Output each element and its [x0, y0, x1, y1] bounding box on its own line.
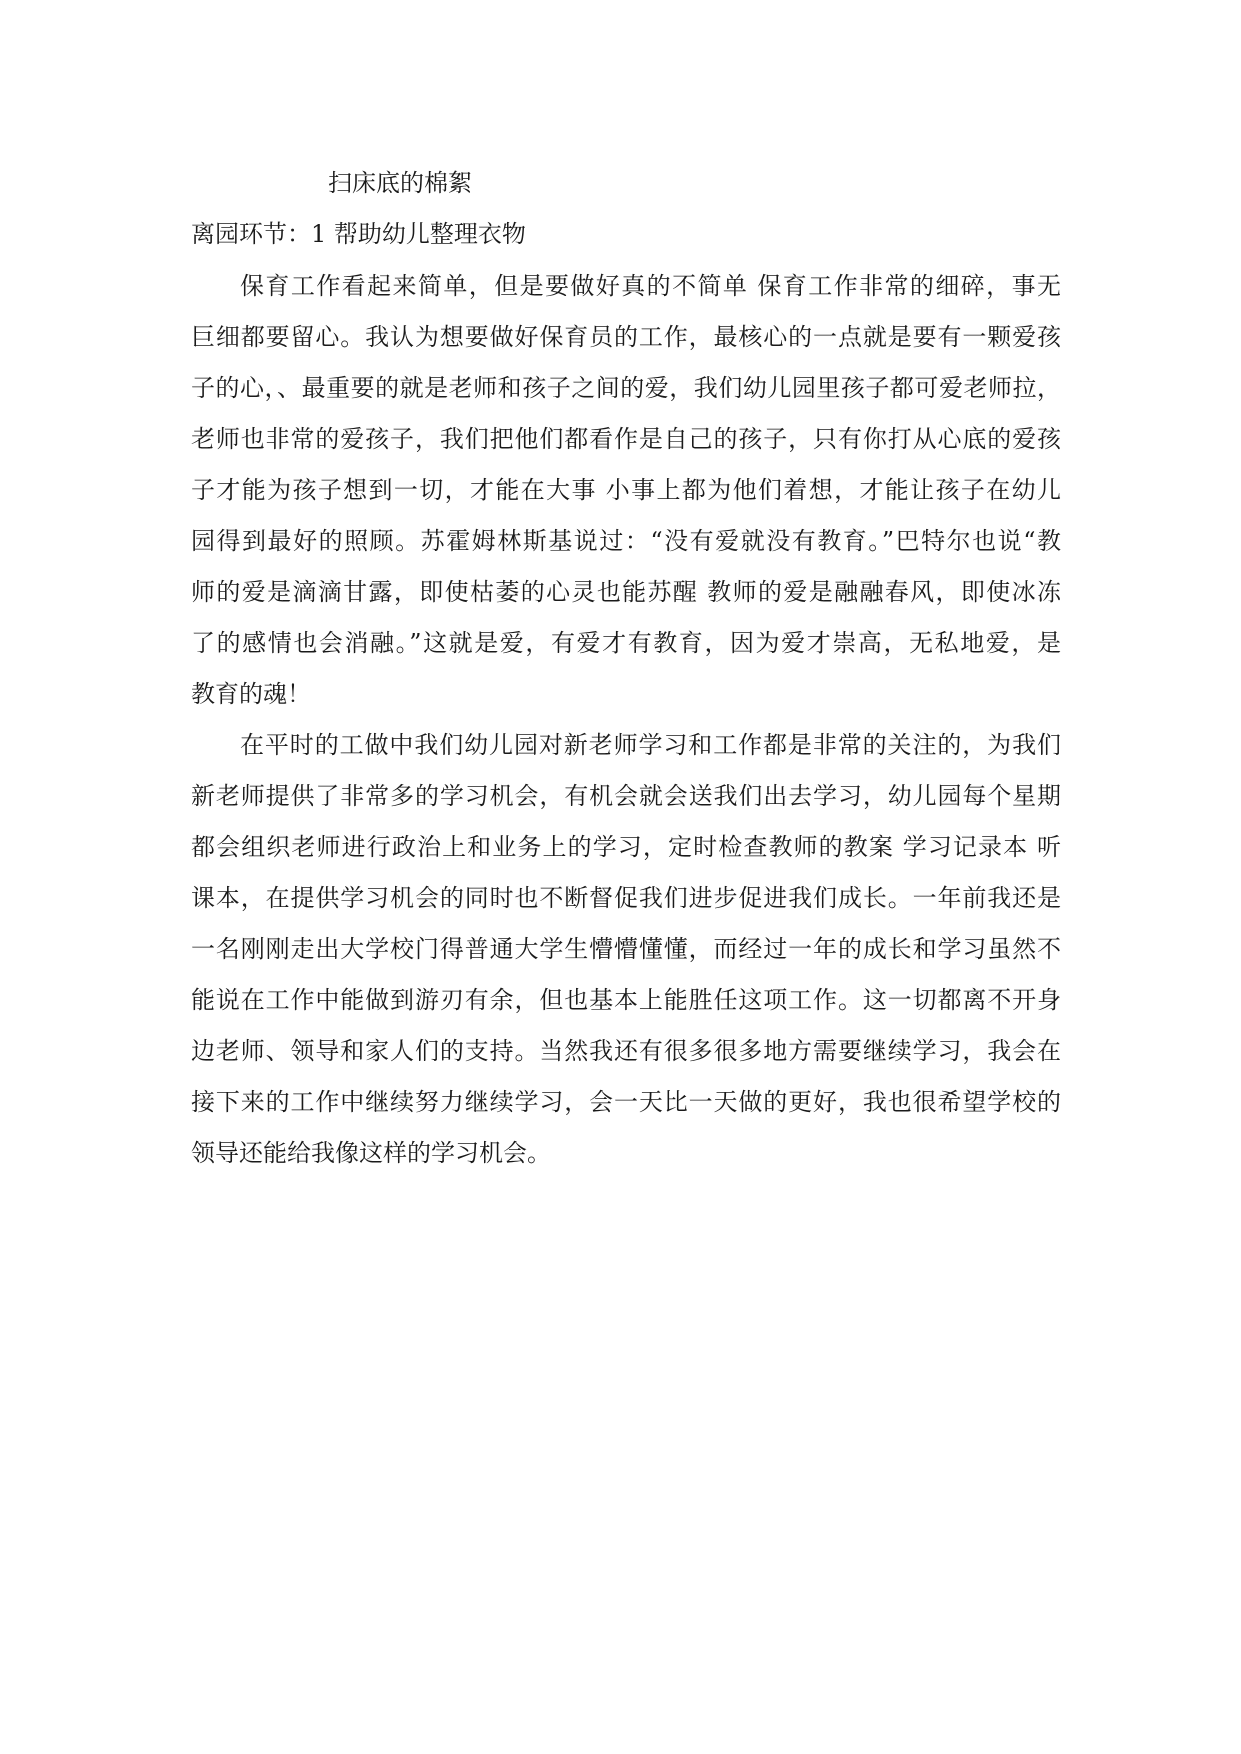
title-line: 扫床底的棉絮 — [328, 169, 472, 197]
paragraph-line: 巨细都要留心。我认为想要做好保育员的工作，最核心的一点就是要有一颗爱孩 — [191, 323, 1061, 351]
paragraph-line: 新老师提供了非常多的学习机会，有机会就会送我们出去学习，幼儿园每个星期 — [191, 782, 1061, 810]
paragraph-line: 领导还能给我像这样的学习机会。 — [191, 1139, 551, 1167]
paragraph-line: 保育工作看起来简单，但是要做好真的不简单 保育工作非常的细碎，事无 — [240, 272, 1061, 300]
paragraph-line: 老师也非常的爱孩子，我们把他们都看作是自己的孩子，只有你打从心底的爱孩 — [191, 425, 1061, 453]
paragraph-line: 边老师、领导和家人们的支持。当然我还有很多很多地方需要继续学习，我会在 — [191, 1037, 1061, 1065]
paragraph-line: 在平时的工做中我们幼儿园对新老师学习和工作都是非常的关注的，为我们 — [240, 731, 1061, 759]
subtitle-line: 离园环节：1 帮助幼儿整理衣物 — [191, 220, 526, 248]
paragraph-line: 能说在工作中能做到游刃有余，但也基本上能胜任这项工作。这一切都离不开身 — [191, 986, 1061, 1014]
paragraph-line: 一名刚刚走出大学校门得普通大学生懵懵懂懂，而经过一年的成长和学习虽然不 — [191, 935, 1061, 963]
paragraph-line: 子的心，、最重要的就是老师和孩子之间的爱，我们幼儿园里孩子都可爱老师拉， — [191, 374, 1061, 402]
paragraph-line: 教育的魂！ — [191, 680, 311, 708]
paragraph-line: 师的爱是滴滴甘露，即使枯萎的心灵也能苏醒 教师的爱是融融春风，即使冰冻 — [191, 578, 1061, 606]
paragraph-line: 都会组织老师进行政治上和业务上的学习，定时检查教师的教案 学习记录本 听 — [191, 833, 1061, 861]
paragraph-line: 课本，在提供学习机会的同时也不断督促我们进步促进我们成长。一年前我还是 — [191, 884, 1061, 912]
paragraph-line: 了的感情也会消融。”这就是爱，有爱才有教育，因为爱才崇高，无私地爱，是 — [191, 629, 1061, 657]
paragraph-line: 子才能为孩子想到一切，才能在大事 小事上都为他们着想，才能让孩子在幼儿 — [191, 476, 1061, 504]
paragraph-line: 园得到最好的照顾。苏霍姆林斯基说过：“没有爱就没有教育。”巴特尔也说“教 — [191, 527, 1061, 555]
paragraph-line: 接下来的工作中继续努力继续学习，会一天比一天做的更好，我也很希望学校的 — [191, 1088, 1061, 1116]
